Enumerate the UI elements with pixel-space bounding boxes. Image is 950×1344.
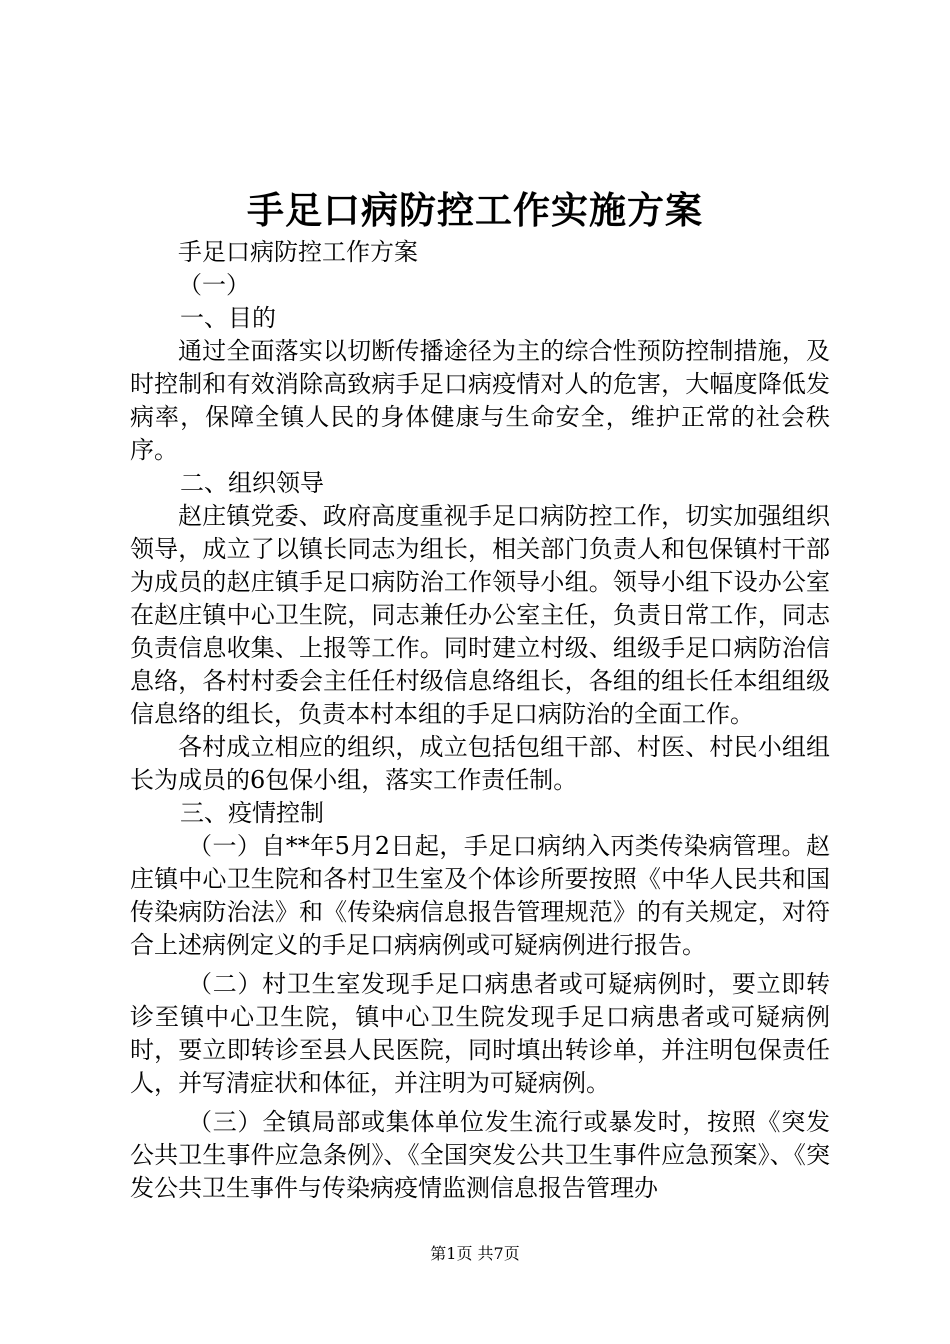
heading-purpose: 一、目的 <box>180 304 276 332</box>
subtitle-paragraph: 手足口病防控工作方案 <box>178 238 418 266</box>
paragraph-village-groups: 各村成立相应的组织，成立包括包组干部、村医、村民小组组长为成员的6包保小组，落实工作责任制。 <box>130 733 830 794</box>
paragraph-control-item-1: （一）自**年5月2日起，手足口病纳入丙类传染病管理。赵庄镇中心卫生院和各村卫生室及个体诊所要按照《中华人民共和国传染病防治法》和《传染病信息报告管理规范》的有关规定，对符合上述病例定义的手足口病病例或可疑病例进行报告。 <box>130 832 830 959</box>
document-body <box>130 236 830 1205</box>
heading-epidemic-control: 三、疫情控制 <box>180 799 324 827</box>
paragraph-control-item-3: （三）全镇局部或集体单位发生流行或暴发时，按照《突发公共卫生事件应急条例》、《全国突发公共卫生事件应急预案》、《突发公共卫生事件与传染病疫情监测信息报告管理办 <box>130 1108 830 1202</box>
section-number: （一） <box>178 271 250 299</box>
paragraph-purpose: 通过全面落实以切断传播途径为主的综合性预防控制措施，及时控制和有效消除高致病手足口病疫情对人的危害，大幅度降低发病率，保障全镇人民的身体健康与生命安全，维护正常的社会秩序。 <box>130 337 830 464</box>
page-footer: 第1页 共7页 <box>430 1244 520 1263</box>
heading-organization: 二、组织领导 <box>180 469 324 497</box>
document-title: 手足口病防控工作实施方案 <box>247 188 703 232</box>
paragraph-control-item-2: （二）村卫生室发现手足口病患者或可疑病例时，要立即转诊至镇中心卫生院，镇中心卫生院发现手足口病患者或可疑病例时，要立即转诊至县人民医院，同时填出转诊单，并注明包保责任人，并写清症状和体征，并注明为可疑病例。 <box>130 970 830 1097</box>
paragraph-organization: 赵庄镇党委、政府高度重视手足口病防控工作，切实加强组织领导，成立了以镇长同志为组长，相关部门负责人和包保镇村干部为成员的赵庄镇手足口病防治工作领导小组。领导小组下设办公室在赵庄镇中心卫生院，同志兼任办公室主任，负责日常工作，同志负责信息收集、上报等工作。同时建立村级、组级手足口病防治信息络，各村村委会主任任村级信息络组长，各组的组长任本组组级信息络的组长，负责本村本组的手足口病防治的全面工作。 <box>130 502 830 728</box>
